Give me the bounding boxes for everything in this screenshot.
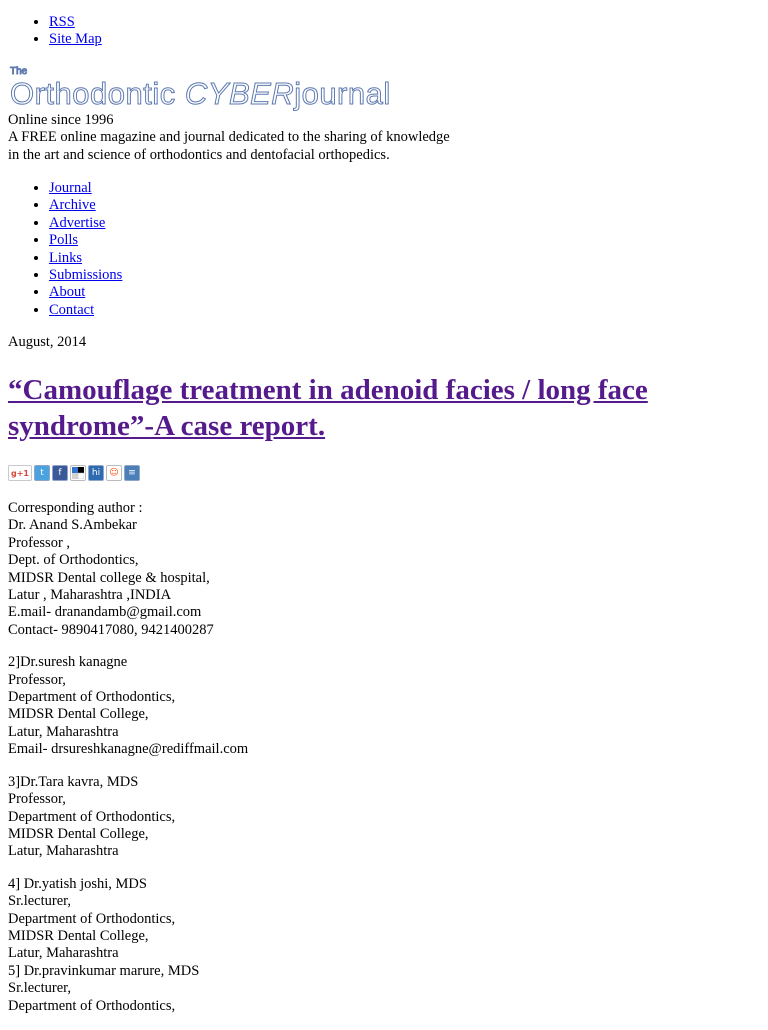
share-bar [8, 465, 140, 481]
author-line: MIDSR Dental College, [8, 927, 149, 944]
nav-item [49, 302, 122, 319]
author-line: Email- drsureshkanagne@rediffmail.com [8, 741, 249, 758]
tagline-description-line-2: in the art and science of orthodontics and dentofacial orthopedics. [8, 146, 390, 163]
author-line: Department of Orthodontics, [8, 689, 176, 706]
nav-about[interactable]: About [49, 284, 86, 301]
author-line: Dr. Anand S.Ambekar [8, 517, 137, 534]
author-block-corresponding [8, 500, 748, 639]
nav-item [49, 250, 122, 267]
author-line: E.mail- dranandamb@gmail.com [8, 604, 202, 621]
tagline-description-line-1: A FREE online magazine and journal dedicated to the sharing of knowledge [8, 129, 450, 146]
author-line: Professor, [8, 791, 66, 808]
nav-contact[interactable]: Contact [49, 301, 95, 318]
site-tagline [8, 112, 450, 164]
author-line: 2]Dr.suresh kanagne [8, 654, 128, 671]
author-line: Latur , Maharashtra ,INDIA [8, 587, 172, 604]
site-map-link[interactable]: Site Map [49, 31, 102, 48]
author-line: Latur, Maharashtra [8, 843, 119, 860]
author-line: 3]Dr.Tara kavra, MDS [8, 773, 139, 790]
hi5-share-icon[interactable]: hi [88, 465, 104, 481]
top-links [0, 14, 102, 49]
facebook-share-icon[interactable]: f [52, 465, 68, 481]
rss-link[interactable]: RSS [49, 14, 75, 30]
nav-item [49, 232, 122, 249]
author-line: Contact- 9890417080, 9421400287 [8, 621, 214, 638]
author-block-4 [8, 876, 748, 963]
issue-date: August, 2014 [8, 334, 87, 350]
top-link-item [49, 14, 102, 31]
nav-item [49, 180, 122, 197]
author-line: MIDSR Dental College, [8, 825, 149, 842]
author-list [8, 500, 748, 1030]
reddit-share-icon[interactable]: ☺ [106, 465, 122, 481]
author-line: Dept. of Orthodontics, [8, 552, 139, 569]
article-title-link[interactable]: “Camouflage treatment in adenoid facies / long face syndrome”-A case report. [8, 374, 648, 442]
author-line: Department of Orthodontics, [8, 997, 176, 1014]
main-nav [0, 180, 122, 319]
tagline-online-since: Online since 1996 [8, 112, 114, 128]
author-line: Latur, Maharashtra [8, 945, 119, 962]
print-share-icon[interactable]: ≡ [124, 465, 140, 481]
delicious-share-icon[interactable] [70, 465, 86, 481]
author-line: Corresponding author : [8, 500, 143, 516]
site-logo-graphic [8, 64, 428, 112]
nav-item [49, 197, 122, 214]
nav-polls[interactable]: Polls [49, 232, 79, 249]
delicious-glyph [72, 467, 84, 479]
author-line: 4] Dr.yatish joshi, MDS [8, 875, 147, 892]
author-line: Professor, [8, 671, 66, 688]
author-line: MIDSR Dental college & hospital, [8, 569, 210, 586]
author-line: MIDSR Dental College, [8, 706, 149, 723]
nav-item [49, 267, 122, 284]
nav-submissions[interactable]: Submissions [49, 267, 123, 284]
nav-advertise[interactable]: Advertise [49, 214, 106, 231]
author-block-2 [8, 654, 748, 758]
author-block-5 [8, 963, 748, 1015]
top-link-item [49, 31, 102, 48]
author-block-3 [8, 774, 748, 861]
logo-small-text: The [10, 66, 28, 77]
google-plus-share-icon[interactable]: g+1 [8, 465, 32, 481]
twitter-share-icon[interactable]: t [34, 465, 50, 481]
site-logo[interactable] [8, 64, 428, 112]
author-line: Professor , [8, 534, 71, 551]
author-line: Department of Orthodontics, [8, 910, 176, 927]
nav-archive[interactable]: Archive [49, 197, 96, 214]
nav-item [49, 215, 122, 232]
author-line: Sr.lecturer, [8, 893, 72, 910]
nav-item [49, 284, 122, 301]
article-title [8, 372, 748, 444]
author-line: Department of Orthodontics, [8, 808, 176, 825]
logo-main-text: Orthodontic CYBERjournal [10, 76, 391, 111]
nav-journal[interactable]: Journal [49, 180, 92, 196]
author-line: Sr.lecturer, [8, 980, 72, 997]
author-line: Latur, Maharashtra [8, 723, 119, 740]
author-line: 5] Dr.pravinkumar marure, MDS [8, 962, 200, 979]
nav-links[interactable]: Links [49, 249, 83, 266]
